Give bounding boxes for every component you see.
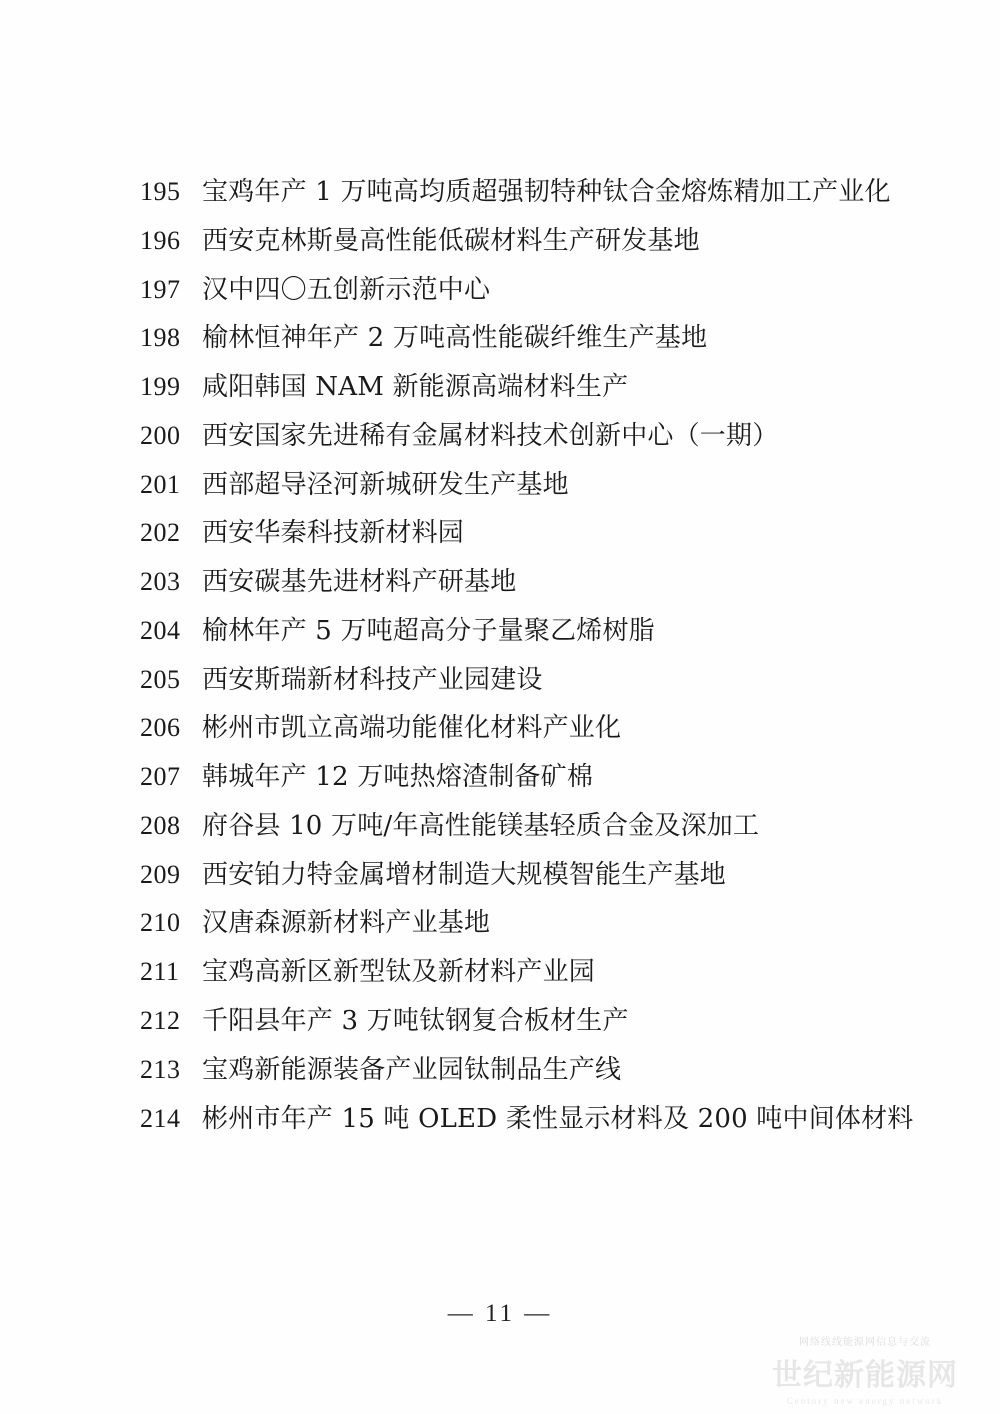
list-item-number: 210 xyxy=(140,908,181,938)
list-item-text: 宝鸡高新区新型钛及新材料产业园 xyxy=(202,957,596,988)
list-item xyxy=(140,858,900,892)
list-item-number: 196 xyxy=(140,225,181,255)
list-item-number: 202 xyxy=(140,518,181,548)
watermark-title: 世纪新能源网 xyxy=(772,1358,958,1393)
list-item-text: 西安华秦科技新材料园 xyxy=(202,518,465,549)
watermark-subtitle: 网络线线能源网信息与交流 xyxy=(799,1337,931,1348)
watermark-english: Century new energy network xyxy=(786,1396,944,1406)
list-item-number: 207 xyxy=(140,762,181,792)
list-item-number: 199 xyxy=(140,372,181,402)
list-item xyxy=(140,1004,900,1038)
list-item-text: 汉中四〇五创新示范中心 xyxy=(202,274,491,305)
list-item-number: 204 xyxy=(140,615,181,645)
list-item-text: 榆林年产 5 万吨超高分子量聚乙烯树脂 xyxy=(202,615,655,646)
list-item-text: 西安碳基先进材料产研基地 xyxy=(202,567,517,598)
list-item-text: 宝鸡年产 1 万吨高均质超强韧特种钛合金熔炼精加工产业化 xyxy=(202,177,891,207)
list-item xyxy=(140,1053,900,1087)
list-item xyxy=(140,175,900,209)
list-item-text: 汉唐森源新材料产业基地 xyxy=(202,908,491,939)
list-item xyxy=(140,906,900,940)
list-item-number: 198 xyxy=(140,323,181,353)
list-item-text: 韩城年产 12 万吨热熔渣制备矿棉 xyxy=(202,762,594,793)
list-item-number: 200 xyxy=(140,420,181,450)
list-item xyxy=(140,321,900,355)
list-item-number: 211 xyxy=(140,957,180,987)
list-item xyxy=(140,1102,914,1136)
list-item-text: 府谷县 10 万吨/年高性能镁基轻质合金及深加工 xyxy=(202,810,760,841)
list-item xyxy=(140,516,900,550)
list-item-text: 西安斯瑞新材科技产业园建设 xyxy=(202,664,543,695)
list-item-text: 西安国家先进稀有金属材料技术创新中心（一期） xyxy=(202,420,779,451)
list-item xyxy=(140,370,900,404)
list-item-text: 宝鸡新能源装备产业园钛制品生产线 xyxy=(202,1054,622,1085)
list-item-number: 209 xyxy=(140,859,181,889)
list-item xyxy=(140,760,900,794)
list-item xyxy=(140,468,900,502)
list-item-text: 咸阳韩国 NAM 新能源高端材料生产 xyxy=(202,372,629,403)
list-item-text: 彬州市凯立高端功能催化材料产业化 xyxy=(202,713,622,744)
list-item-text: 彬州市年产 15 吨 OLED 柔性显示材料及 200 吨中间体材料 xyxy=(202,1103,914,1134)
list-item xyxy=(140,565,900,599)
list-item xyxy=(140,955,900,989)
list-item xyxy=(140,419,900,453)
list-item-number: 212 xyxy=(140,1006,181,1036)
list-item-text: 千阳县年产 3 万吨钛钢复合板材生产 xyxy=(202,1006,629,1037)
list-item xyxy=(140,224,900,258)
list-item-number: 214 xyxy=(140,1103,181,1133)
list-item-number: 213 xyxy=(140,1054,181,1084)
list-item xyxy=(140,711,900,745)
list-item-number: 195 xyxy=(140,177,181,206)
list-item-number: 208 xyxy=(140,810,181,840)
list-item xyxy=(140,809,900,843)
list-item-number: 205 xyxy=(140,664,181,694)
list-item-text: 西部超导泾河新城研发生产基地 xyxy=(202,469,569,500)
list-item-text: 榆林恒神年产 2 万吨高性能碳纤维生产基地 xyxy=(202,323,708,354)
list-item-number: 203 xyxy=(140,567,181,597)
page-number: — 11 — xyxy=(447,1300,553,1327)
project-list xyxy=(140,175,914,1150)
list-item-number: 201 xyxy=(140,469,181,499)
list-item xyxy=(140,273,900,307)
list-item-text: 西安克林斯曼高性能低碳材料生产研发基地 xyxy=(202,225,700,256)
list-item-text: 西安铂力特金属增材制造大规模智能生产基地 xyxy=(202,859,727,890)
list-item xyxy=(140,614,900,648)
list-item-number: 206 xyxy=(140,713,181,743)
list-item-number: 197 xyxy=(140,274,181,304)
watermark xyxy=(740,1333,990,1406)
list-item xyxy=(140,663,900,697)
